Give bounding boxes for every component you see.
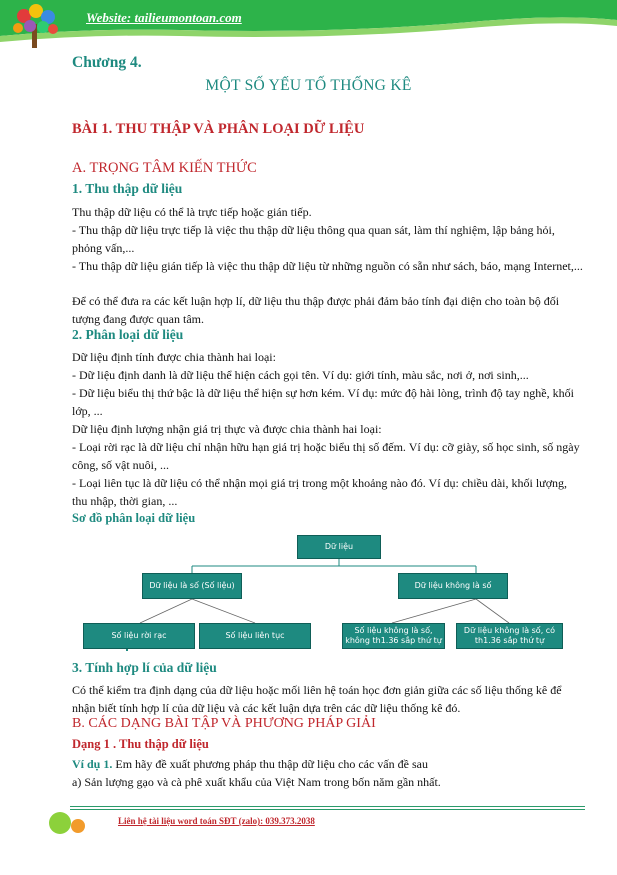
footer-circles-icon: [44, 806, 104, 840]
diagram-node-ordinal: Dữ liệu không là số, có th1.36 sắp thứ tự: [456, 623, 563, 649]
header-banner: [0, 0, 617, 48]
s1-paragraph-4: Để có thể đưa ra các kết luận hợp lí, dữ liệu thu thập được phải đảm bảo tính đại diện cho toàn bộ đối tượng đang được quan tâm.: [72, 294, 560, 326]
diagram-node-non-numeric: Dữ liệu không là số: [398, 573, 508, 599]
s2-paragraph-3: - Dữ liệu biểu thị thứ bậc là dữ liệu thể hiện sự hơn kém. Ví dụ: mức độ hài lòng, trình độ tay nghề, khối lớp, ...: [72, 386, 574, 418]
s2-paragraph-2: - Dữ liệu định danh là dữ liệu thể hiện cách gọi tên. Ví dụ: giới tính, màu sắc, nơi ở, nơi sinh,...: [72, 368, 529, 382]
diagram-node-numeric: Dữ liệu là số (Số liệu): [142, 573, 242, 599]
website-link[interactable]: Website: tailieumontoan.com: [86, 10, 242, 25]
example-1-label: Ví dụ 1.: [72, 757, 113, 771]
s2-heading: 2. Phân loại dữ liệu: [72, 327, 184, 342]
chapter-label: Chương 4.: [72, 54, 142, 71]
section-a-heading: A. TRỌNG TÂM KIẾN THỨC: [72, 160, 257, 176]
footer-divider: [70, 806, 585, 807]
diagram-node-root: Dữ liệu: [297, 535, 381, 559]
s1-paragraph-2: - Thu thập dữ liệu trực tiếp là việc thu thập dữ liệu thông qua quan sát, làm thí nghiệm, lập bảng hỏi, phỏng vấn,...: [72, 223, 555, 255]
footer-contact[interactable]: Liên hệ tài liệu word toán SĐT (zalo): 039.373.2038: [118, 816, 315, 826]
s1-paragraph-1: Thu thập dữ liệu có thể là trực tiếp hoặc gián tiếp.: [72, 205, 312, 219]
example-1: [72, 755, 584, 773]
diagram-title: Sơ đồ phân loại dữ liệu: [72, 511, 196, 525]
diagram-node-continuous: Số liệu liên tục: [199, 623, 311, 649]
footer-divider-2: [70, 809, 585, 810]
tree-logo-icon: [6, 2, 64, 52]
diagram-node-discrete: Số liệu rời rạc: [83, 623, 195, 649]
s1-heading: 1. Thu thập dữ liệu: [72, 181, 183, 196]
s1-paragraph-3: - Thu thập dữ liệu gián tiếp là việc thu thập dữ liệu từ những nguồn có sẵn như sách, báo, mạng Internet,...: [72, 259, 583, 273]
s2-paragraph-5: - Loại rời rạc là dữ liệu chỉ nhận hữu hạn giá trị hoặc biểu thị số đếm. Ví dụ: cỡ giày, số học sinh, số ngày công, số vật nuôi, ...: [72, 440, 580, 472]
example-1-text: Em hãy đề xuất phương pháp thu thập dữ liệu cho các vấn đề sau: [112, 757, 428, 771]
diagram-node-nominal: Số liệu không là số, không th1.36 sắp thứ tự: [342, 623, 445, 649]
s2-paragraph-6: - Loại liên tục là dữ liệu có thể nhận mọi giá trị trong một khoảng nào đó. Ví dụ: chiều dài, khối lượng, thu nhập, thời gian, ...: [72, 476, 568, 508]
s3-paragraph-1: Có thể kiểm tra định dạng của dữ liệu hoặc mối liên hệ toán học đơn giản giữa các số liệu thống kê để nhận biết tính hợp lí của dữ liệu và các kết luận dựa trên các dữ liệu thống kê đó.: [72, 683, 562, 715]
chapter-title: MỘT SỐ YẾU TỐ THỐNG KÊ: [205, 77, 412, 94]
type-1-heading: Dạng 1 . Thu thập dữ liệu: [72, 737, 209, 751]
s3-heading: 3. Tính hợp lí của dữ liệu: [72, 660, 217, 675]
section-b-heading: B. CÁC DẠNG BÀI TẬP VÀ PHƯƠNG PHÁP GIẢI: [72, 716, 376, 731]
example-1-part-a: a) Sản lượng gạo và cà phê xuất khẩu của Việt Nam trong bốn năm gần nhất.: [72, 775, 441, 789]
lesson-title: BÀI 1. THU THẬP VÀ PHÂN LOẠI DỮ LIỆU: [72, 121, 365, 137]
s2-paragraph-4: Dữ liệu định lượng nhận giá trị thực và được chia thành hai loại:: [72, 422, 382, 436]
s2-paragraph-1: Dữ liệu định tính được chia thành hai loại:: [72, 350, 276, 364]
